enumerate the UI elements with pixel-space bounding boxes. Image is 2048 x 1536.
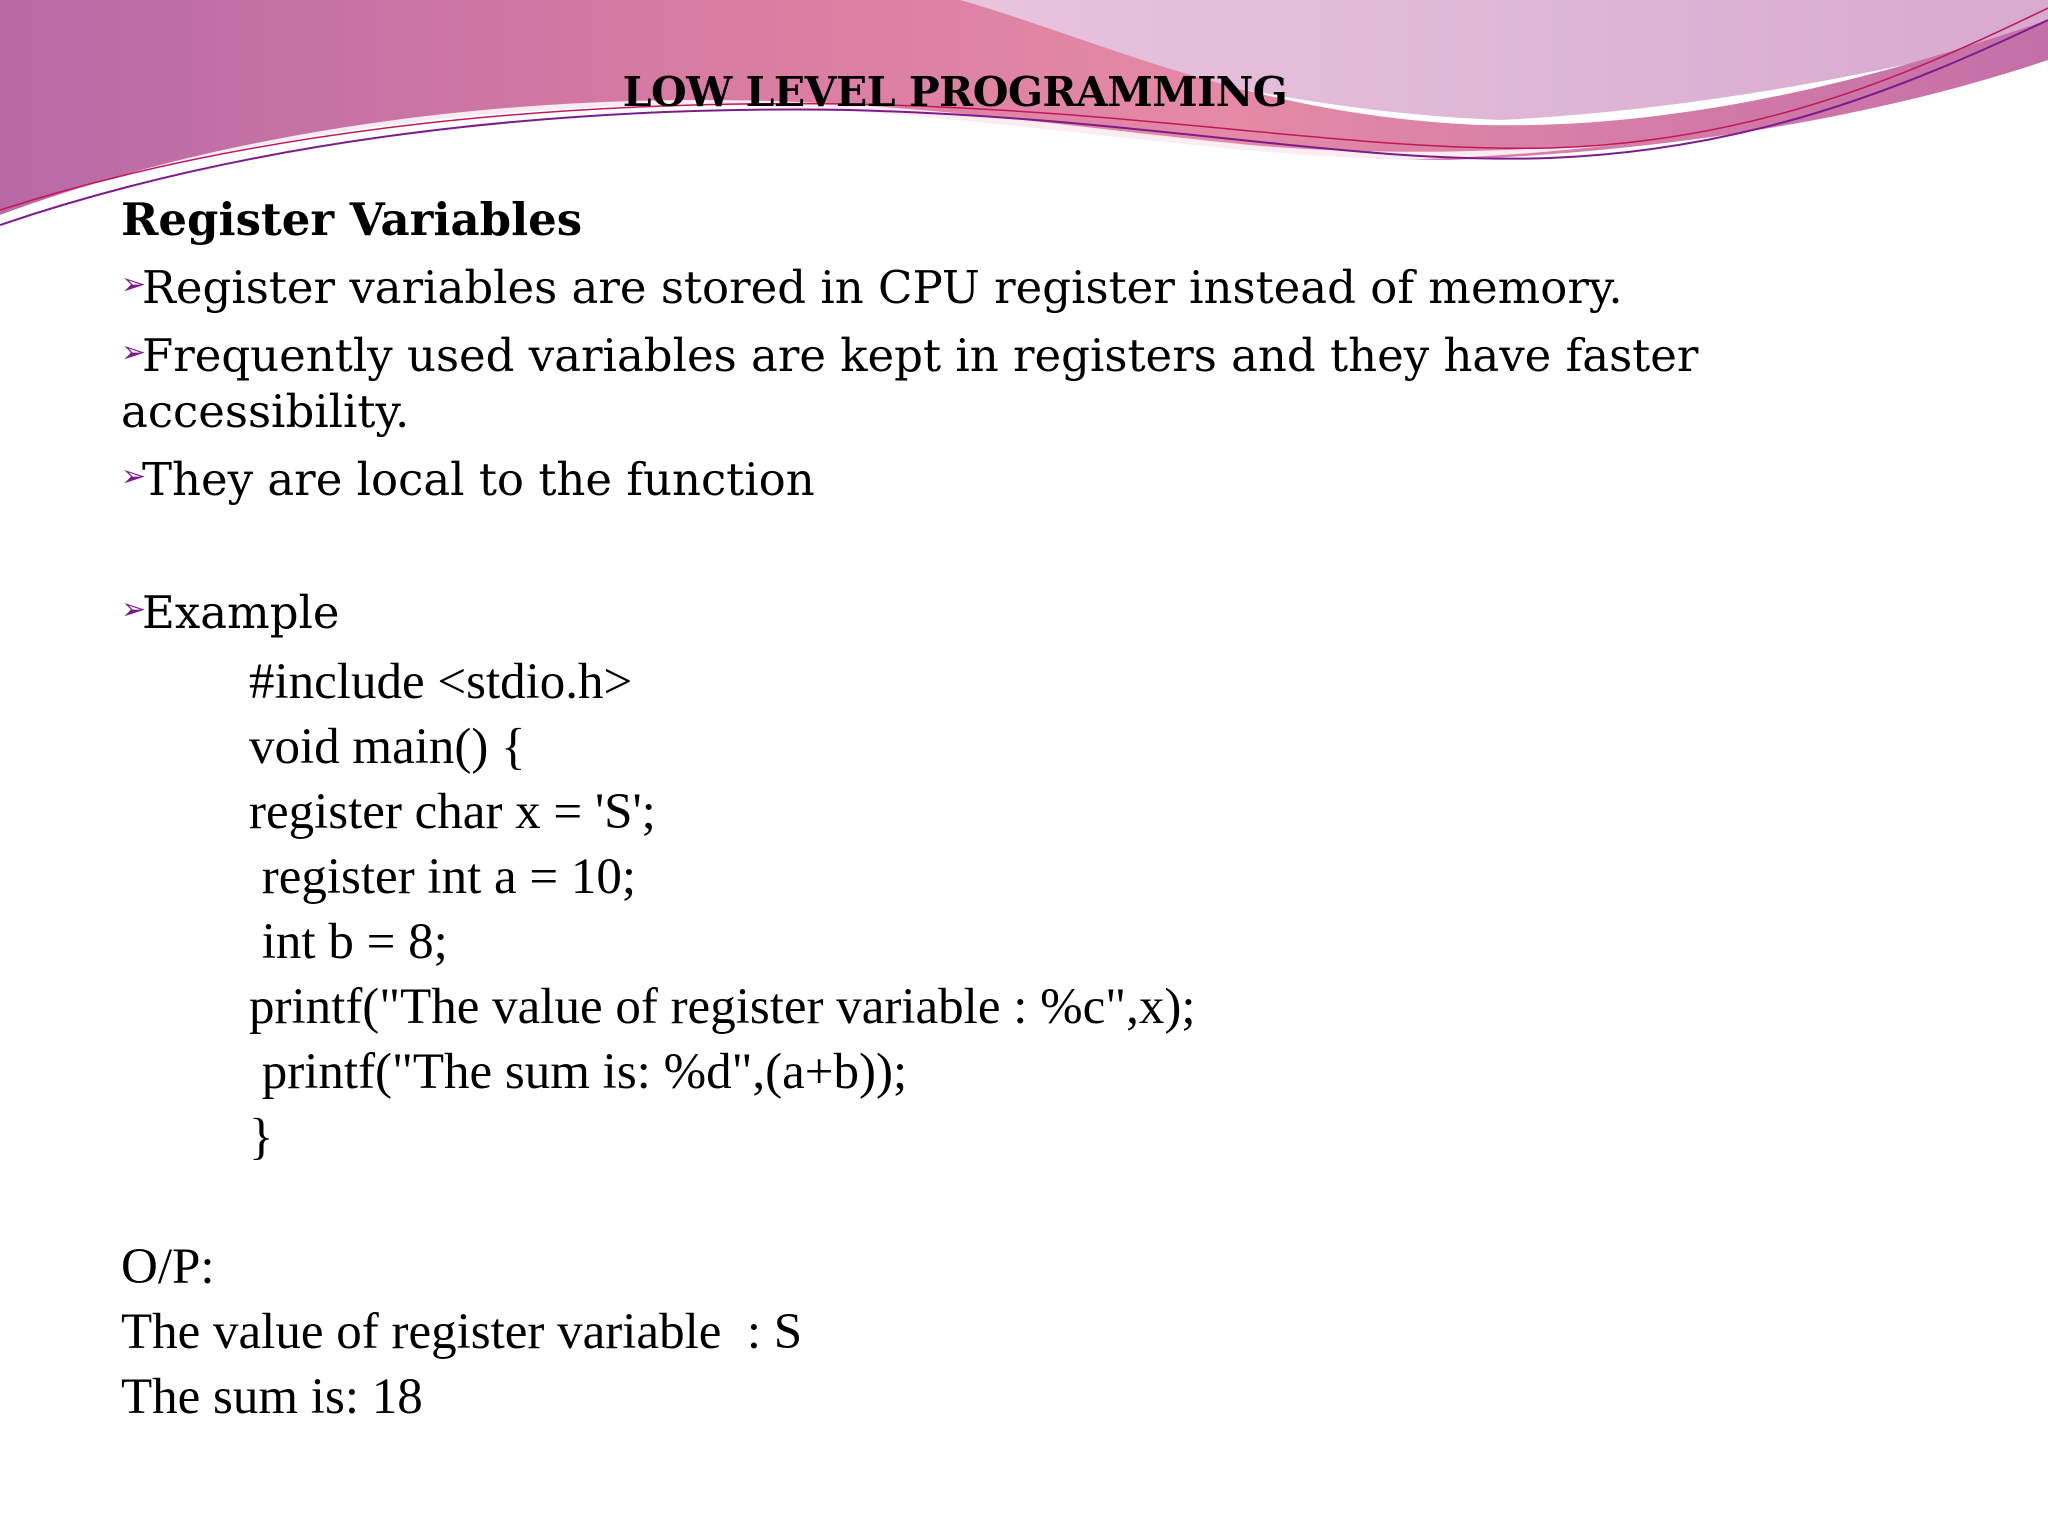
output-block — [121, 1235, 1921, 1430]
slide-title: LOW LEVEL PROGRAMMING — [622, 68, 1288, 116]
code-line: int b = 8; — [249, 914, 448, 970]
code-example — [121, 650, 1921, 1170]
output-label: O/P: — [121, 1239, 215, 1295]
arrow-bullet-icon: ➢ — [121, 459, 141, 494]
arrow-bullet-icon: ➢ — [121, 335, 141, 370]
bullet-item: ➢Register variables are stored in CPU register instead of memory. — [121, 257, 1921, 316]
spacer — [121, 1170, 1921, 1235]
output-line: The value of register variable : S — [121, 1304, 803, 1360]
bullet-item: ➢They are local to the function — [121, 449, 1921, 508]
code-line: register int a = 10; — [249, 849, 637, 905]
arrow-bullet-icon: ➢ — [121, 267, 141, 302]
output-line: The sum is: 18 — [121, 1369, 423, 1425]
code-line: register char x = 'S'; — [249, 784, 656, 840]
code-line: printf("The sum is: %d",(a+b)); — [249, 1044, 908, 1100]
code-line: void main() { — [249, 719, 526, 775]
arrow-bullet-icon: ➢ — [121, 592, 141, 627]
code-line: printf("The value of register variable : %c",x); — [249, 979, 1196, 1035]
slide-body — [121, 192, 1921, 1430]
example-label: ➢Example — [121, 582, 1921, 641]
code-line: #include <stdio.h> — [249, 654, 633, 710]
section-heading: Register Variables — [121, 193, 583, 246]
bullet-item: ➢Frequently used variables are kept in registers and they have faster accessibility. — [121, 325, 1921, 440]
spacer — [121, 517, 1921, 582]
code-line: } — [249, 1109, 274, 1165]
